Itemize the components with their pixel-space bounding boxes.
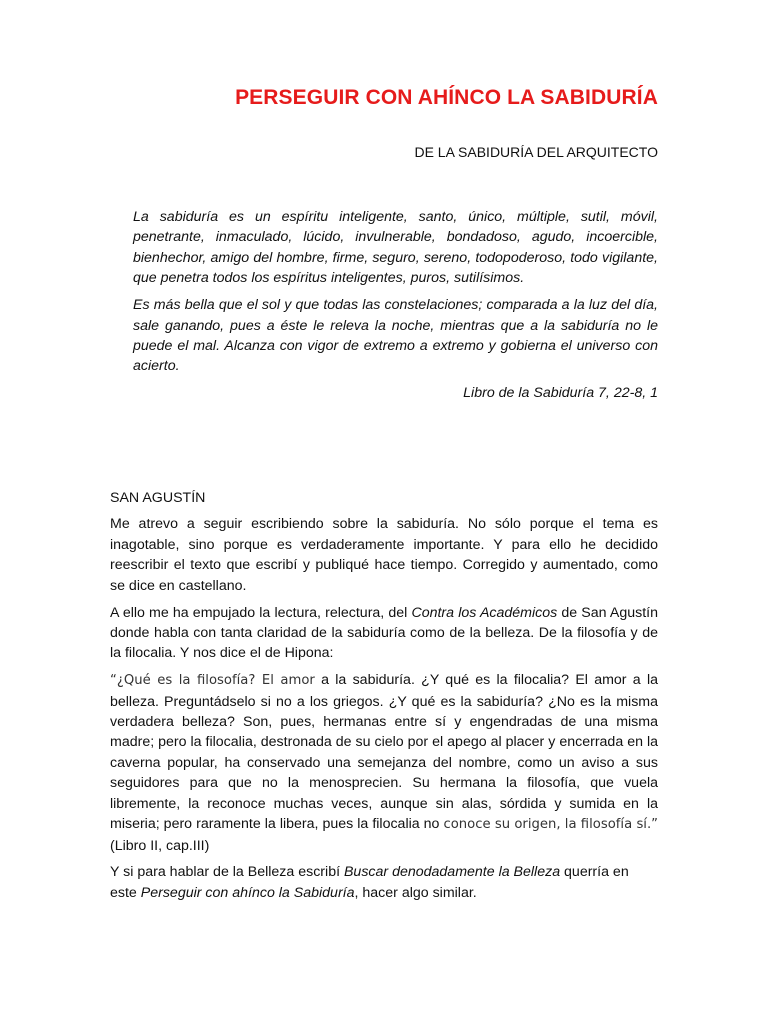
body-text: , hacer algo similar.: [354, 884, 477, 901]
body-text: Y si para hablar de la Belleza escribí: [110, 864, 344, 881]
work-title: Perseguir con ahínco la Sabiduría: [140, 884, 355, 901]
epigraph-source: Libro de la Sabiduría 7, 22-8, 1: [463, 385, 658, 402]
body-text: de San Agustín donde habla con tanta claridad de la sabiduría como de la belleza. De la filosofía y de la filocalia. Y nos dice el de Hipona:: [110, 604, 658, 662]
section-heading: SAN AGUSTÍN: [110, 490, 206, 506]
quote-start: “¿Qué es la filosofía? El amor: [110, 673, 315, 689]
body-paragraph: [110, 603, 658, 664]
document-subtitle: DE LA SABIDURÍA DEL ARQUITECTO: [414, 144, 658, 160]
epigraph: [133, 207, 658, 404]
epigraph-paragraph: La sabiduría es un espíritu inteligente, santo, único, múltiple, sutil, móvil, penetrante, inmaculado, lúcido, invulnerable, bondadoso, agudo, incoercible, bienhechor, amigo del hombre, firme, seguro, sereno, todopoderoso, todo vigilante, que penetra todos los espíritus inteligentes, puros, sutilísimos.: [133, 209, 658, 287]
body-text: A ello me ha empujado la lectura, relectura, del: [110, 604, 412, 621]
epigraph-paragraph: Es más bella que el sol y que todas las constelaciones; comparada a la luz del día, sale ganando, pues a éste le releva la noche, mientras que a la sabiduría no le puede el mal. Alcanza con vigor de extremo a extremo y gobierna el universo con acierto.: [133, 297, 658, 375]
body-paragraph: Me atrevo a seguir escribiendo sobre la sabiduría. No sólo porque el tema es inagotable, sino porque es verdaderamente importante. Y para ello he decidido reescribir el texto que escribí y publiqué hace tiempo. Corregido y aumentado, como se dice en castellano.: [110, 516, 658, 594]
document-title: PERSEGUIR CON AHÍNCO LA SABIDURÍA: [235, 86, 658, 109]
work-title: Buscar denodadamente la Belleza: [343, 864, 561, 881]
body-text: querría en este: [110, 864, 629, 901]
quote-end: conoce su origen, la filosofía sí.”: [443, 817, 658, 833]
book-title: Contra los Académicos: [411, 604, 558, 621]
main-section: [110, 488, 658, 910]
quote-body: a la sabiduría. ¿Y qué es la filocalia? El amor a la belleza. Preguntádselo si no a los griegos. ¿Y qué es la sabiduría? ¿No es la misma verdadera belleza? Son, pues, hermanas entre sí y engendradas de una misma madre; pero la filocalia, destronada de su cielo por el apego al placer y encerrada en la caverna popular, ha conservado una semejanza del nombre, como un aviso a sus seguidores para que no la menosprecien. Su hermana la filosofía, que vuela libremente, la reconoce muchas veces, aunque sin alas, sórdida y sumida en la miseria; pero raramente la libera, pues la filocalia no: [110, 672, 659, 833]
body-paragraph: [110, 862, 658, 903]
augustine-quote: [110, 670, 658, 856]
quote-citation: (Libro II, cap.III): [110, 837, 210, 854]
